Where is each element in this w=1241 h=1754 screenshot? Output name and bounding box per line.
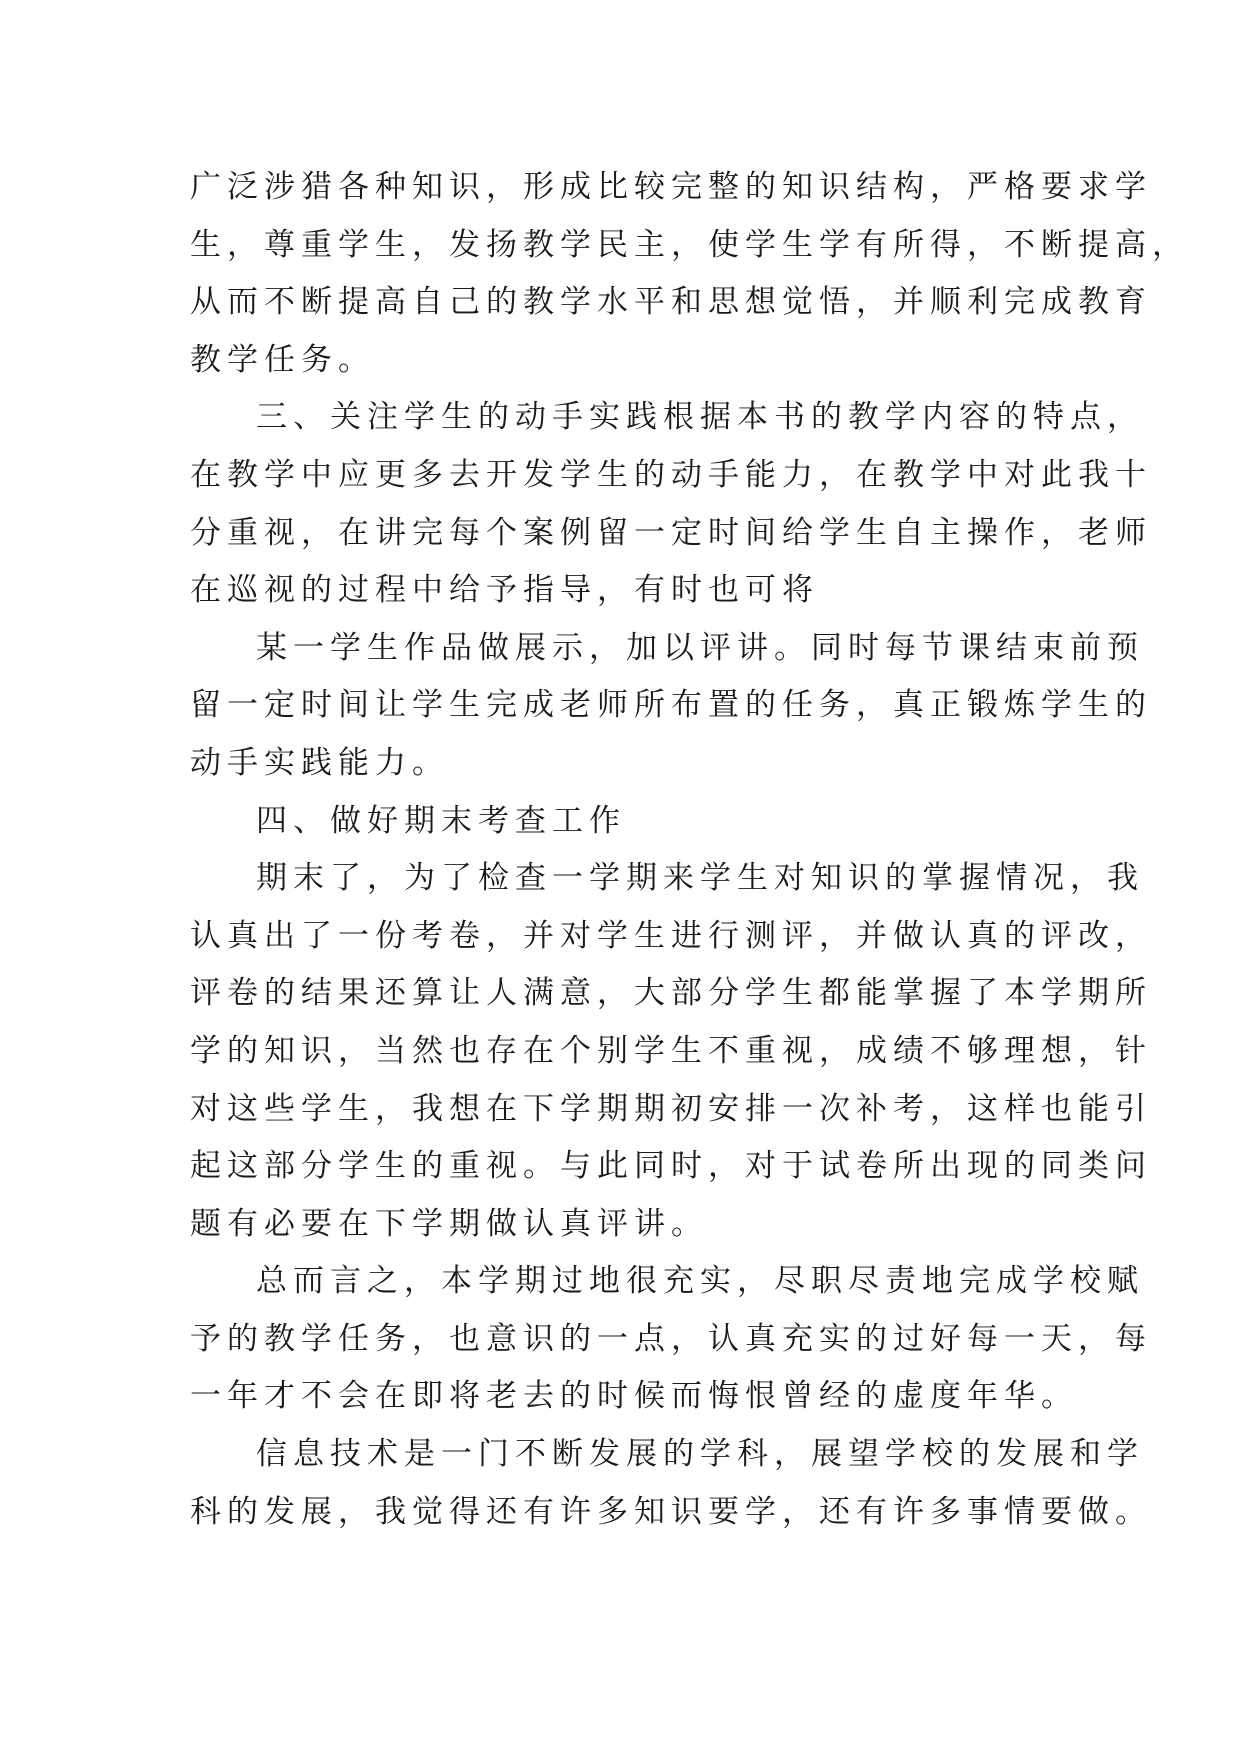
text-line: 对这些学生，我想在下学期期初安排一次补考，这样也能引 [190, 1090, 1152, 1127]
text-line: 期末了，为了检查一学期来学生对知识的掌握情况，我 [256, 860, 1144, 897]
text-line: 科的发展，我觉得还有许多知识要学，还有许多事情要做。 [190, 1493, 1152, 1530]
body-text [190, 159, 1189, 1541]
text-line: 分重视，在讲完每个案例留一定时间给学生自主操作，老师 [190, 514, 1152, 551]
text-line: 学的知识，当然也存在个别学生不重视，成绩不够理想，针 [190, 1032, 1152, 1069]
text-line: 教学任务。 [190, 341, 375, 378]
text-line: 留一定时间让学生完成老师所布置的任务，真正锻炼学生的 [190, 687, 1152, 724]
text-line: 评卷的结果还算让人满意，大部分学生都能掌握了本学期所 [190, 975, 1152, 1012]
text-line: 在教学中应更多去开发学生的动手能力，在教学中对此我十 [190, 456, 1152, 493]
text-line: 题有必要在下学期做认真评讲。 [190, 1205, 708, 1242]
text-line: 广泛涉猎各种知识，形成比较完整的知识结构，严格要求学 [190, 169, 1152, 205]
text-line: 起这部分学生的重视。与此同时，对于试卷所出现的同类问 [190, 1148, 1152, 1185]
text-line: 某一学生作品做展示，加以评讲。同时每节课结束前预 [256, 629, 1144, 666]
text-line: 生，尊重学生，发扬教学民主，使学生学有所得，不断提高， [190, 226, 1189, 263]
text-line: 在巡视的过程中给予指导，有时也可将 [190, 572, 819, 609]
text-line: 认真出了一份考卷，并对学生进行测评，并做认真的评改， [190, 917, 1152, 954]
section-heading: 四、做好期末考查工作 [256, 802, 626, 839]
text-line: 从而不断提高自己的教学水平和思想觉悟，并顺利完成教育 [190, 284, 1152, 321]
text-line: 一年才不会在即将老去的时候而悔恨曾经的虚度年华。 [190, 1378, 1078, 1415]
text-line: 三、关注学生的动手实践根据本书的教学内容的特点， [256, 399, 1144, 436]
text-line: 信息技术是一门不断发展的学科，展望学校的发展和学 [256, 1436, 1144, 1473]
text-line: 予的教学任务，也意识的一点，认真充实的过好每一天，每 [190, 1320, 1152, 1357]
text-line: 总而言之，本学期过地很充实，尽职尽责地完成学校赋 [256, 1263, 1144, 1300]
text-line: 动手实践能力。 [190, 744, 449, 781]
